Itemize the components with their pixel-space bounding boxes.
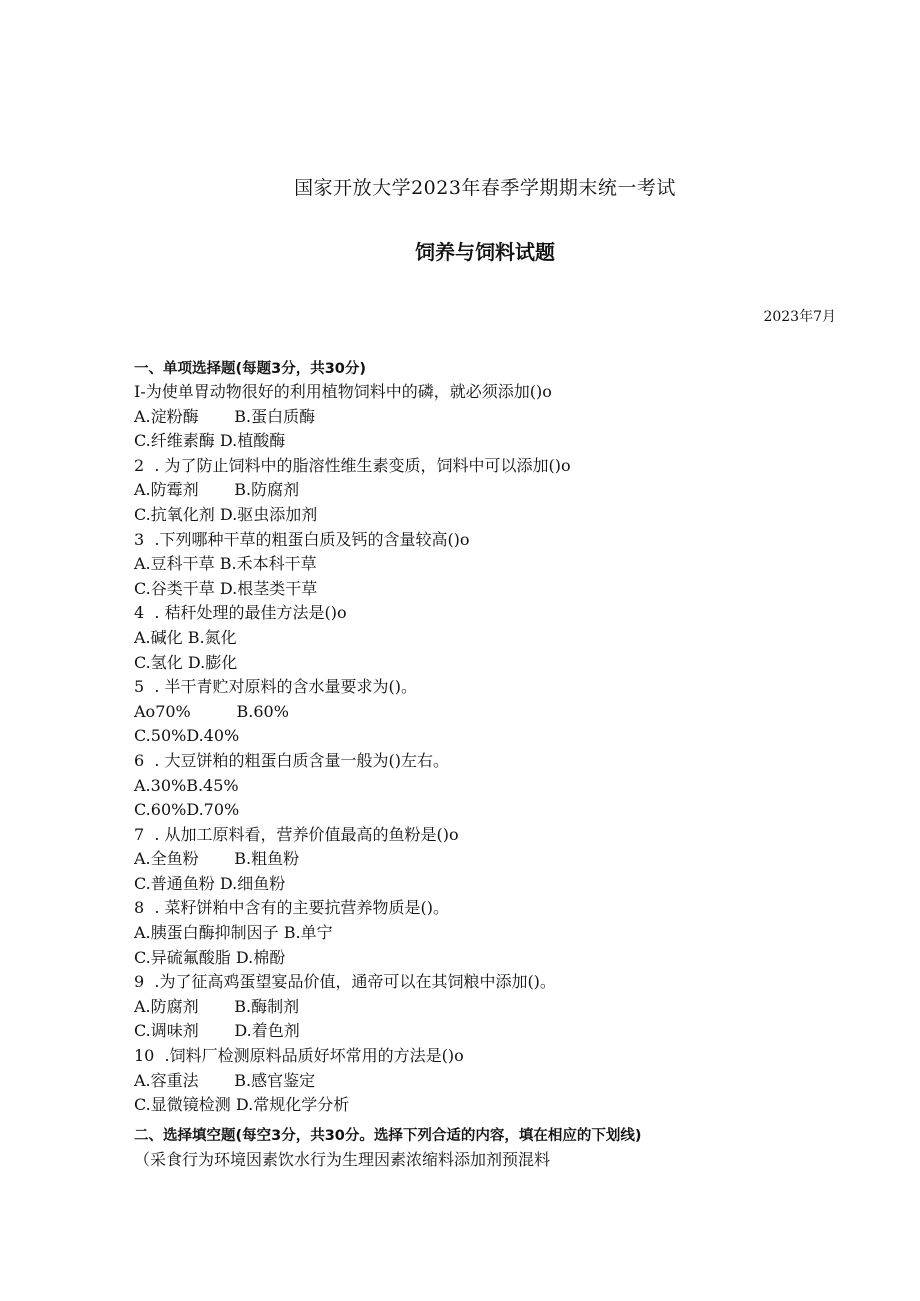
question-7-options-ab: A.全鱼粉 B.粗鱼粉 [134, 849, 300, 869]
question-5-options-ab: Ao70% B.60% [134, 701, 289, 721]
question-1-options-ab: A.淀粉酶 B.蛋白质酶 [134, 406, 316, 426]
question-3-options-ab: A.豆科干草 B.禾本科干草 [134, 554, 317, 574]
question-8-options-cd: C.异硫氟酸脂 D.棉酚 [134, 947, 286, 967]
question-10: 10 .饲料厂检测原料品质好坏常用的方法是()o [134, 1046, 464, 1066]
question-10-options-ab: A.容重法 B.感官鉴定 [134, 1070, 316, 1090]
question-8-options-ab: A.胰蛋白酶抑制因子 B.单宁 [134, 923, 333, 943]
question-5: 5 . 半干青贮对原料的含水量要求为()。 [134, 677, 418, 697]
section1-heading: 一、单项选择题(每题3分，共30分) [134, 361, 367, 377]
question-6-options-cd: C.60%D.70% [134, 800, 240, 820]
section2-word-bank: （采食行为环境因素饮水行为生理因素浓缩料添加剂预混料 [134, 1150, 551, 1169]
question-3: 3 .下列哪种干草的粗蛋白质及钙的含量较高()o [134, 529, 470, 549]
question-2-options-ab: A.防霉剂 B.防腐剂 [134, 480, 300, 500]
question-4-options-ab: A.碱化 B.氮化 [134, 627, 237, 647]
question-4: 4 . 秸秆处理的最佳方法是()o [134, 603, 347, 623]
question-2-options-cd: C.抗氧化剂 D.驱虫添加剂 [134, 504, 318, 524]
question-7-options-cd: C.普通鱼粉 D.细鱼粉 [134, 873, 286, 893]
question-9-options-ab: A.防腐剂 B.酶制剂 [134, 996, 300, 1016]
question-5-options-cd: C.50%D.40% [134, 726, 240, 746]
question-9: 9 .为了征高鸡蛋望宴品价值，通帝可以在其饲粮中添加()。 [134, 972, 556, 992]
question-10-options-cd: C.显微镜检测 D.常规化学分析 [134, 1095, 350, 1115]
question-1-options-cd: C.纤维素酶 D.植酸酶 [134, 431, 286, 451]
question-6: 6 . 大豆饼粕的粗蛋白质含量一般为()左右。 [134, 750, 450, 770]
question-1: I-为使单胃动物很好的利用植物饲料中的磷，就必须添加()o [134, 382, 552, 401]
exam-date: 2023年7月 [763, 309, 836, 325]
question-3-options-cd: C.谷类干草 D.根茎类干草 [134, 578, 318, 598]
question-7: 7 . 从加工原料看，营养价值最高的鱼粉是()o [134, 824, 459, 844]
section1-questions [134, 380, 834, 1118]
subject-title: 饲养与饲料试题 [415, 240, 555, 264]
question-4-options-cd: C.氢化 D.膨化 [134, 652, 238, 672]
question-8: 8 . 菜籽饼粕中含有的主要抗营养物质是()。 [134, 898, 450, 918]
question-9-options-cd: C.调味剂 D.着色剂 [134, 1021, 300, 1041]
question-6-options-ab: A.30%B.45% [134, 775, 239, 795]
exam-header-title: 国家开放大学2023年春季学期期末统一考试 [294, 177, 676, 199]
question-2: 2 . 为了防止饲料中的脂溶性维生素变质，饲料中可以添加()o [134, 455, 571, 475]
section2-heading: 二、选择填空题(每空3分，共30分。选择下列合适的内容，填在相应的下划线) [134, 1128, 642, 1144]
